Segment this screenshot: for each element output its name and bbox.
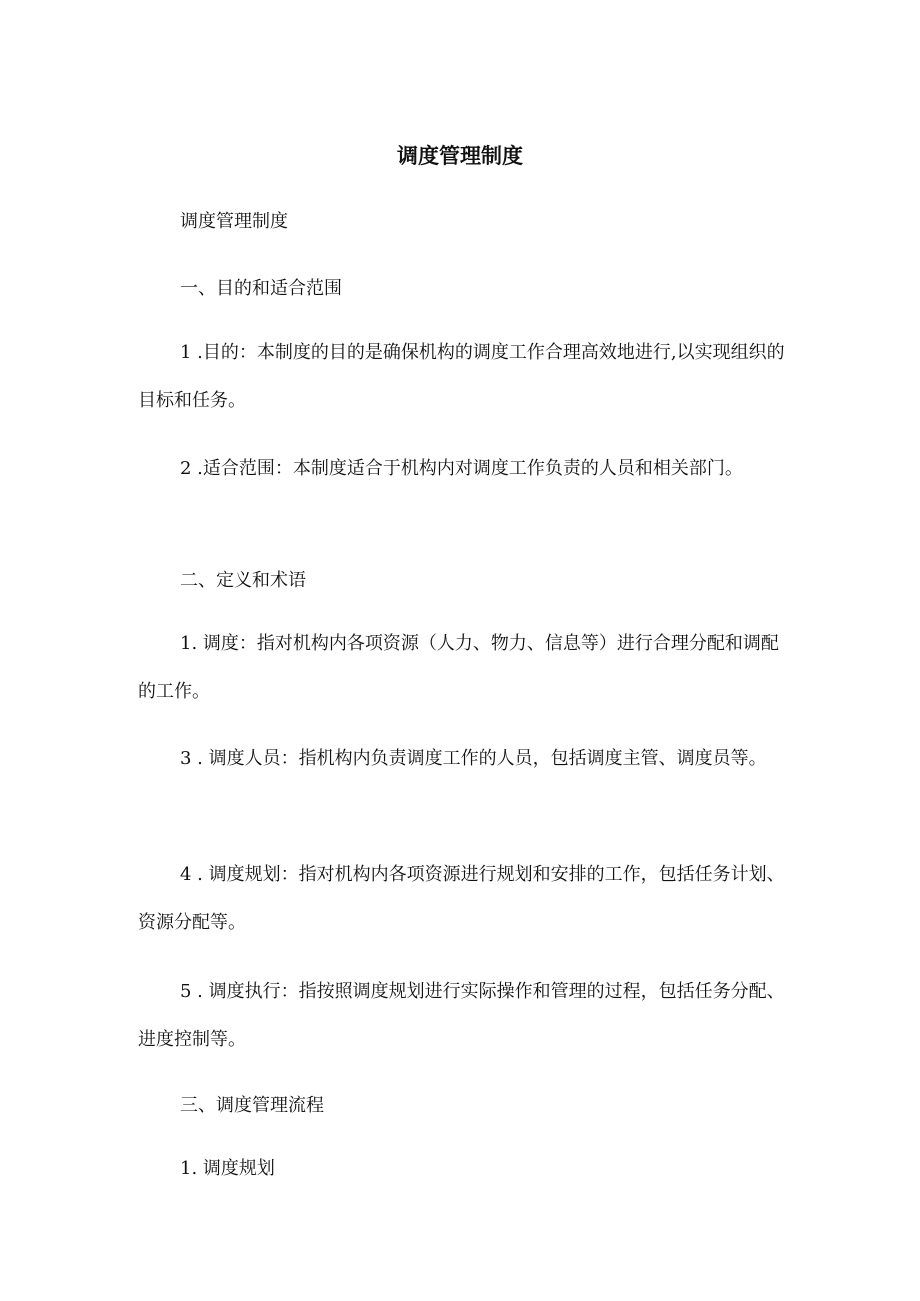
document-title: 调度管理制度 <box>397 144 523 168</box>
subsection-heading-planning: 1. 调度规划 <box>180 1158 275 1179</box>
section-heading-1: 一、目的和适合范围 <box>180 278 342 299</box>
paragraph-definition-dispatch: 1. 调度：指对机构内各项资源（人力、物力、信息等）进行合理分配和调配的工作。 <box>138 633 779 702</box>
paragraph-definition-staff: 3 . 调度人员：指机构内负责调度工作的人员，包括调度主管、调度员等。 <box>180 748 767 769</box>
section-heading-3: 三、调度管理流程 <box>180 1095 324 1116</box>
paragraph-purpose: 1 .目的：本制度的目的是确保机构的调度工作合理高效地进行,以实现组织的目标和任务。 <box>138 342 785 411</box>
subtitle-paragraph: 调度管理制度 <box>180 211 288 232</box>
section-heading-2: 二、定义和术语 <box>180 570 306 591</box>
paragraph-definition-planning: 4 . 调度规划：指对机构内各项资源进行规划和安排的工作，包括任务计划、资源分配等。 <box>138 864 785 933</box>
paragraph-definition-execution: 5 . 调度执行：指按照调度规划进行实际操作和管理的过程，包括任务分配、进度控制等。 <box>138 981 785 1050</box>
paragraph-scope: 2 .适合范围：本制度适合于机构内对调度工作负责的人员和相关部门。 <box>180 458 743 479</box>
